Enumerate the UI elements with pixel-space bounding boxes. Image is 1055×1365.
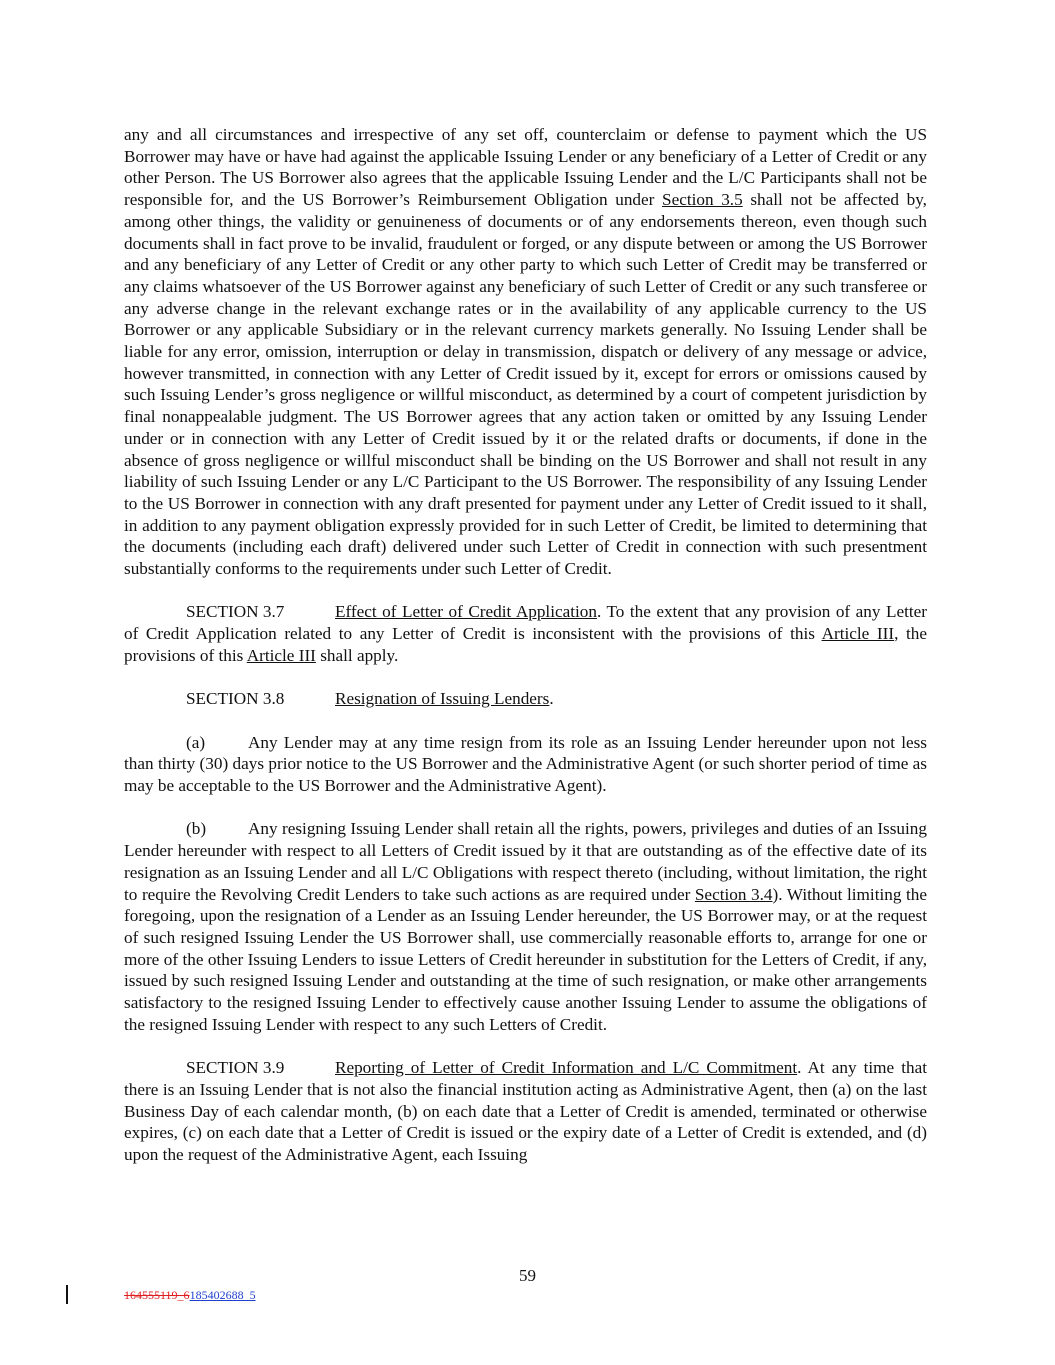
revision-change-bar — [66, 1285, 68, 1304]
cross-reference-article-iii[interactable]: Article III — [821, 624, 895, 644]
section-heading: Effect of Letter of Credit Application — [335, 602, 597, 622]
section-3-7 — [124, 601, 927, 666]
subsection-3-8-b — [124, 818, 927, 1035]
paragraph-text: shall not be affected by, among other things, the validity or genuineness of documents or of any endorsements thereon, even though such documents shall in fact prove to be invalid, fraudulent or forged, or any dispute between or among the US Borrower and any beneficiary of any Letter of Credit or any other party to which such Letter of Credit may be transferred or any claims whatsoever of the US Borrower against any beneficiary of such Letter of Credit or any such transferee or any adverse change in the relevant exchange rates or in the availability of any applicable currency to the US Borrower or any applicable Subsidiary or in the relevant currency markets generally. No Issuing Lender shall be liable for any error, omission, interruption or delay in transmission, dispatch or delivery of any message or advice, however transmitted, in connection with any Letter of Credit issued by it, except for errors or omissions caused by such Issuing Lender’s gross negligence or willful misconduct, as determined by a court of competent jurisdiction by final nonappealable judgment. The US Borrower agrees that any action taken or omitted by any Issuing Lender under or in connection with any Letter of Credit issued by it or the related drafts or documents, if done in the absence of gross negligence or willful misconduct shall be binding on the US Borrower and shall not result in any liability of such Issuing Lender or any L/C Participant to the US Borrower. The responsibility of any Issuing Lender to the US Borrower in connection with any draft presented for payment under any Letter of Credit issued to it shall, in addition to any payment obligation expressly provided for in such Letter of Credit, be limited to determining that the documents (including each draft) delivered under such Letter of Credit in connection with such presentment substantially conforms to the requirements under such Letter of Credit. — [124, 190, 927, 579]
paragraph-text: . — [549, 689, 554, 709]
paragraph-text: . At any time that there is an Issuing Lender that is not also the financial institution acting as Administrative Agent, then (a) on the last Business Day of each calendar month, (b) on each date that a Letter of Credit is amended, terminated or otherwise expires, (c) on each date that a Letter of Credit is issued or the expiry date of a Letter of Credit is extended, and (d) upon the request of the Administrative Agent, each Issuing — [124, 1058, 927, 1164]
cross-reference-section-3-5[interactable]: Section 3.5 — [662, 190, 743, 210]
paragraph-text: . To the extent that any provision of any Letter of Credit Application related to any Letter of Credit is inconsistent with the provisions of this — [124, 602, 927, 644]
section-3-9 — [124, 1057, 927, 1166]
page-number: 59 — [519, 1266, 536, 1285]
paragraph-text: Any resigning Issuing Lender shall retain all the rights, powers, privileges and duties of an Issuing Lender hereunder with respect to all Letters of Credit issued by it that are outstanding as of the effective date of its resignation as an Issuing Lender and all L/C Obligations with respect thereto (including, without limitation, the right to require the Revolving Credit Lenders to take such actions as are required under — [124, 819, 927, 904]
subsection-3-8-a — [124, 732, 927, 797]
document-page — [124, 124, 927, 1187]
paragraph-text: , the provisions of this — [124, 624, 928, 665]
paragraph-continuation — [124, 124, 927, 580]
document-id-footer — [124, 1288, 256, 1302]
section-heading: Resignation of Issuing Lenders — [335, 689, 550, 709]
paragraph-text: Any Lender may at any time resign from its role as an Issuing Lender hereunder upon not less than thirty (30) days prior notice to the US Borrower and the Administrative Agent (or such shorter period of time as may be acceptable to the US Borrower and the Administrative Agent). — [124, 732, 927, 796]
paragraph-text: ). Without limiting the foregoing, upon the resignation of a Lender as an Issuing Lender hereunder, the US Borrower may, or at the request of such resigned Issuing Lender the US Borrower shall, use commercially reasonable efforts to, arrange for one or more of the other Issuing Lenders to issue Letters of Credit hereunder in substitution for the Letters of Credit, if any, issued by such resigned Issuing Lender and outstanding at the time of such resignation, or make other arrangements satisfactory to the resigned Issuing Lender to effectively cause another Issuing Lender to assume the obligations of the resigned Issuing Lender with respect to any such Letters of Credit. — [124, 884, 928, 1034]
section-number: SECTION 3.9 — [186, 1058, 285, 1078]
cross-reference-article-iii[interactable]: Article III — [246, 645, 316, 665]
subsection-label: (a) — [186, 732, 206, 752]
section-number: SECTION 3.8 — [186, 689, 285, 709]
paragraph-text: shall apply. — [315, 645, 399, 665]
cross-reference-section-3-4[interactable]: Section 3.4 — [694, 884, 773, 904]
subsection-label: (b) — [186, 819, 207, 839]
paragraph-text: any and all circumstances and irrespective of any set off, counterclaim or defense to payment which the US Borrower may have or have had against the applicable Issuing Lender or any beneficiary of a Letter of Credit or any other Person. The US Borrower also agrees that the applicable Issuing Lender and the L/C Participants shall not be responsible for, and the US Borrower’s Reimbursement Obligation under — [124, 125, 927, 210]
section-heading: Reporting of Letter of Credit Information and L/C Commitment — [335, 1058, 798, 1078]
document-id-inserted: 185402688_5 — [189, 1288, 256, 1302]
section-number: SECTION 3.7 — [186, 602, 285, 622]
section-3-8 — [124, 688, 927, 710]
document-id-deleted: 164555119_6 — [124, 1288, 190, 1302]
